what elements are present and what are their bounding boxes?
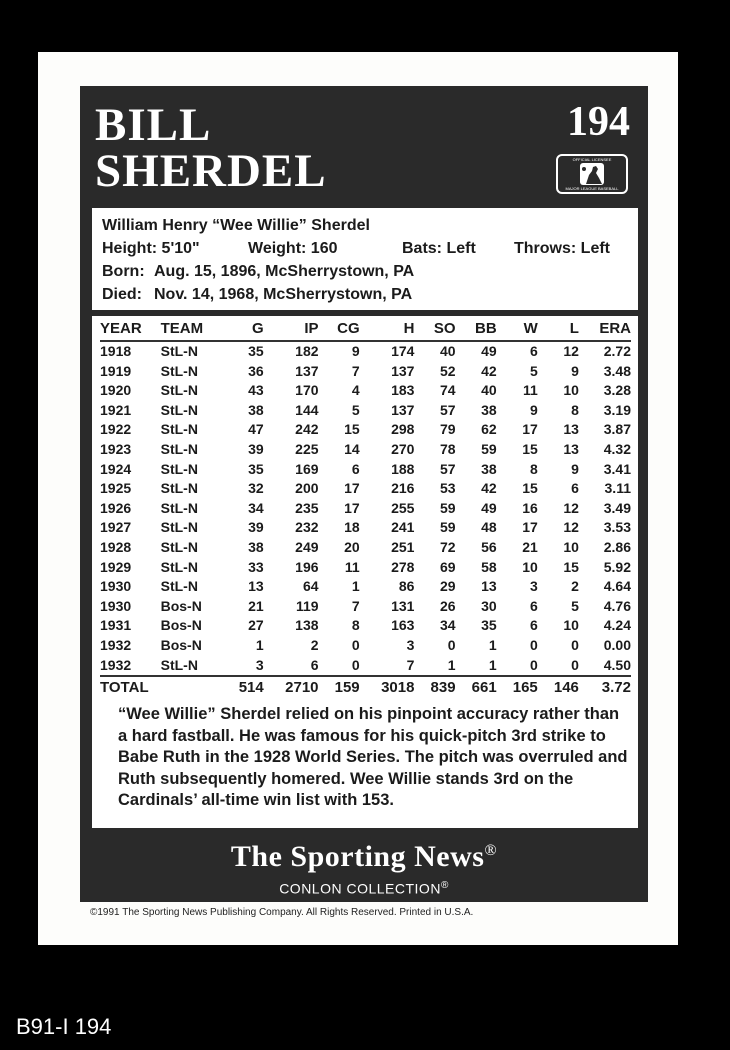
stats-cell-cg: 7 bbox=[351, 597, 360, 614]
stats-cell-cg: 18 bbox=[344, 519, 360, 536]
stats-header-bb: BB bbox=[456, 318, 497, 341]
bio-born-label: Born: bbox=[102, 263, 145, 280]
player-last-name: SHERDEL bbox=[95, 145, 327, 197]
stats-row bbox=[100, 499, 631, 519]
stats-cell-era: 4.24 bbox=[603, 617, 631, 634]
stats-cell-w: 6 bbox=[529, 343, 538, 359]
stats-cell-g: 36 bbox=[248, 362, 264, 379]
stats-cell-year: 1930 bbox=[100, 578, 132, 595]
player-first-name: BILL bbox=[95, 99, 212, 151]
stats-cell-bb: 56 bbox=[481, 538, 497, 555]
stats-cell-h: 163 bbox=[391, 617, 415, 634]
stats-row bbox=[100, 616, 631, 636]
stats-cell-so: 34 bbox=[439, 617, 456, 634]
stats-cell-ip: 2 bbox=[310, 636, 319, 653]
bio-bats: Bats: Left bbox=[402, 240, 476, 257]
stats-cell-era: 3.87 bbox=[603, 421, 631, 438]
stats-cell-cg: 0 bbox=[351, 656, 360, 673]
copyright-line: ©1991 The Sporting News Publishing Company. All Rights Reserved. Printed in U.S.A. bbox=[90, 907, 474, 918]
stats-header-so: SO bbox=[414, 318, 455, 341]
stats-cell-w: 6 bbox=[529, 597, 538, 614]
stats-cell-w: 8 bbox=[529, 460, 538, 477]
stats-cell-era: 3.48 bbox=[603, 362, 631, 379]
bio-blurb: “Wee Willie” Sherdel relied on his pinpoint accuracy rather than a hard fastball. He was famous for his quick-pitch 3rd strike to Babe Ruth in the 1928 World Series. The pitch was overruled and Ruth subsequently homered. Wee Willie stands 3rd on the Cardinals’ all-time win list with 153. bbox=[92, 700, 638, 828]
bio-died-line bbox=[102, 283, 628, 306]
stats-cell-l: 0 bbox=[571, 656, 579, 673]
stats-cell-cg: 8 bbox=[351, 617, 360, 634]
stats-cell-ip: 6 bbox=[310, 656, 319, 673]
stats-cell-year: 1920 bbox=[100, 382, 132, 399]
stats-cell-team: StL-N bbox=[160, 558, 198, 575]
stats-cell-h: 278 bbox=[391, 558, 415, 575]
stats-cell-bb: 49 bbox=[481, 343, 497, 359]
stats-cell-w: 5 bbox=[529, 362, 538, 379]
stats-cell-year: 1921 bbox=[100, 401, 132, 418]
stats-cell-l: 6 bbox=[571, 480, 579, 497]
bio-died-label: Died: bbox=[102, 286, 142, 303]
stats-cell-g: 38 bbox=[248, 538, 264, 555]
stats-cell-so: 1 bbox=[447, 656, 456, 673]
stats-row bbox=[100, 401, 631, 421]
stats-cell-l: 9 bbox=[571, 362, 579, 379]
stats-cell-g: 32 bbox=[248, 480, 264, 497]
stats-row bbox=[100, 341, 631, 362]
stats-cell-era: 3.28 bbox=[603, 382, 631, 399]
stats-cell-cg: 11 bbox=[344, 558, 360, 575]
stats-cell-ip: 64 bbox=[302, 578, 319, 595]
stats-cell-year: 1919 bbox=[100, 362, 132, 379]
stats-cell-so: 69 bbox=[439, 558, 456, 575]
stats-total-era: 3.72 bbox=[579, 676, 631, 699]
stats-cell-team: StL-N bbox=[160, 578, 198, 595]
stats-header-row bbox=[100, 318, 631, 341]
stats-cell-g: 47 bbox=[248, 421, 264, 438]
stats-cell-bb: 35 bbox=[481, 617, 497, 634]
stats-cell-ip: 225 bbox=[295, 440, 319, 457]
stats-header-ip: IP bbox=[264, 318, 319, 341]
stats-cell-ip: 169 bbox=[295, 460, 319, 477]
stats-cell-h: 188 bbox=[391, 460, 415, 477]
stats-cell-ip: 200 bbox=[295, 480, 319, 497]
stats-header-h: H bbox=[360, 318, 415, 341]
stats-row bbox=[100, 577, 631, 597]
stats-cell-l: 5 bbox=[571, 597, 579, 614]
stats-cell-g: 1 bbox=[255, 636, 264, 653]
stats-cell-year: 1932 bbox=[100, 656, 132, 673]
stats-cell-so: 78 bbox=[439, 440, 456, 457]
stats-total-year: TOTAL bbox=[100, 676, 149, 699]
stats-cell-cg: 17 bbox=[344, 499, 360, 516]
stats-cell-era: 2.72 bbox=[603, 343, 631, 359]
stats-row bbox=[100, 362, 631, 382]
stats-cell-l: 0 bbox=[571, 636, 579, 653]
card-number: 194 bbox=[567, 99, 630, 145]
stats-cell-g: 35 bbox=[248, 460, 264, 477]
stats-header-l: L bbox=[538, 318, 579, 341]
stats-cell-w: 15 bbox=[522, 480, 538, 497]
stats-cell-year: 1926 bbox=[100, 499, 132, 516]
stats-cell-bb: 13 bbox=[481, 578, 497, 595]
stats-cell-team: StL-N bbox=[160, 460, 198, 477]
stats-row bbox=[100, 636, 631, 656]
stats-cell-ip: 232 bbox=[295, 519, 319, 536]
stats-cell-h: 86 bbox=[398, 578, 415, 595]
stats-cell-cg: 4 bbox=[351, 382, 360, 399]
stats-cell-l: 15 bbox=[563, 558, 579, 575]
stats-total-bb: 661 bbox=[456, 676, 497, 699]
collection-registered-mark: ® bbox=[440, 880, 449, 891]
stats-cell-team: StL-N bbox=[160, 519, 198, 536]
stats-cell-cg: 0 bbox=[351, 636, 360, 653]
stats-header-year: YEAR bbox=[100, 318, 149, 341]
stats-cell-w: 17 bbox=[522, 519, 538, 536]
stats-cell-g: 39 bbox=[248, 440, 264, 457]
stats-cell-era: 3.49 bbox=[603, 499, 631, 516]
stats-cell-bb: 1 bbox=[488, 636, 497, 653]
player-name bbox=[95, 99, 327, 197]
stats-header-team: TEAM bbox=[149, 318, 223, 341]
stats-cell-bb: 40 bbox=[481, 382, 497, 399]
stats-cell-so: 53 bbox=[439, 480, 456, 497]
stats-cell-h: 251 bbox=[391, 538, 415, 555]
stats-cell-so: 0 bbox=[447, 636, 456, 653]
stats-cell-bb: 59 bbox=[481, 440, 497, 457]
stats-row bbox=[100, 460, 631, 480]
stats-cell-g: 38 bbox=[248, 401, 264, 418]
bio-height: Height: 5'10" bbox=[102, 240, 200, 257]
logo-text-top: OFFICIAL LICENSEE bbox=[572, 157, 612, 162]
stats-row bbox=[100, 656, 631, 677]
stats-cell-h: 216 bbox=[391, 480, 415, 497]
stats-body bbox=[100, 341, 631, 699]
stats-cell-h: 241 bbox=[391, 519, 415, 536]
bio-weight: Weight: 160 bbox=[248, 240, 338, 257]
stats-row bbox=[100, 518, 631, 538]
stats-cell-bb: 48 bbox=[481, 519, 497, 536]
stats-cell-team: Bos-N bbox=[160, 617, 202, 634]
stats-cell-cg: 15 bbox=[344, 421, 360, 438]
stats-cell-team: Bos-N bbox=[160, 636, 202, 653]
stats-cell-h: 174 bbox=[391, 343, 415, 359]
stats-cell-era: 3.41 bbox=[603, 460, 631, 477]
stats-cell-year: 1918 bbox=[100, 343, 132, 359]
stats-cell-w: 9 bbox=[529, 401, 538, 418]
stats-total-team bbox=[149, 676, 223, 699]
stats-cell-l: 10 bbox=[563, 382, 579, 399]
stats-total-row bbox=[100, 676, 631, 699]
stats-cell-h: 7 bbox=[406, 656, 415, 673]
stats-cell-l: 8 bbox=[571, 401, 579, 418]
stats-cell-so: 57 bbox=[439, 401, 456, 418]
stats-cell-bb: 38 bbox=[481, 401, 497, 418]
stats-cell-year: 1931 bbox=[100, 617, 132, 634]
stats-cell-bb: 42 bbox=[481, 480, 497, 497]
stats-cell-w: 21 bbox=[522, 538, 538, 555]
stats-box bbox=[92, 316, 638, 700]
stats-row bbox=[100, 420, 631, 440]
stats-total-h: 3018 bbox=[360, 676, 415, 699]
stats-cell-w: 15 bbox=[522, 440, 538, 457]
stats-cell-year: 1929 bbox=[100, 558, 132, 575]
stats-cell-ip: 144 bbox=[295, 401, 319, 418]
mlb-logo-icon bbox=[556, 154, 628, 194]
stats-cell-team: StL-N bbox=[160, 538, 198, 555]
stats-cell-year: 1930 bbox=[100, 597, 132, 614]
stats-cell-era: 4.76 bbox=[603, 597, 631, 614]
stats-cell-so: 40 bbox=[439, 343, 456, 359]
stats-header-g: G bbox=[223, 318, 264, 341]
stats-cell-cg: 20 bbox=[344, 538, 360, 555]
stats-cell-so: 59 bbox=[439, 499, 456, 516]
stats-cell-year: 1932 bbox=[100, 636, 132, 653]
scan-label: B91-I 194 bbox=[16, 1014, 112, 1039]
stats-cell-l: 12 bbox=[563, 519, 579, 536]
stats-cell-h: 270 bbox=[391, 440, 415, 457]
stats-row bbox=[100, 479, 631, 499]
stats-cell-h: 183 bbox=[391, 382, 415, 399]
stats-cell-year: 1928 bbox=[100, 538, 132, 555]
stats-cell-team: StL-N bbox=[160, 343, 198, 359]
stats-cell-era: 3.53 bbox=[603, 519, 631, 536]
stats-cell-g: 13 bbox=[248, 578, 264, 595]
stats-cell-so: 57 bbox=[439, 460, 456, 477]
stats-cell-era: 2.86 bbox=[603, 538, 631, 555]
stats-total-so: 839 bbox=[414, 676, 455, 699]
stats-cell-team: StL-N bbox=[160, 421, 198, 438]
stats-row bbox=[100, 597, 631, 617]
bio-throws: Throws: Left bbox=[514, 240, 610, 257]
stats-cell-team: StL-N bbox=[160, 382, 198, 399]
stats-cell-w: 0 bbox=[529, 636, 538, 653]
stats-cell-ip: 196 bbox=[295, 558, 319, 575]
stats-cell-so: 79 bbox=[439, 421, 456, 438]
stats-cell-l: 9 bbox=[571, 460, 579, 477]
bio-born: Aug. 15, 1896, McSherrystown, PA bbox=[154, 263, 415, 280]
stats-cell-era: 4.50 bbox=[603, 656, 631, 673]
stats-total-w: 165 bbox=[497, 676, 538, 699]
stats-cell-w: 3 bbox=[529, 578, 538, 595]
stats-cell-w: 17 bbox=[522, 421, 538, 438]
stats-cell-cg: 6 bbox=[351, 460, 360, 477]
stats-row bbox=[100, 558, 631, 578]
stats-header-cg: CG bbox=[319, 318, 360, 341]
stats-cell-so: 74 bbox=[439, 382, 456, 399]
stats-cell-so: 52 bbox=[439, 362, 456, 379]
stats-cell-ip: 249 bbox=[295, 538, 319, 555]
stats-cell-bb: 49 bbox=[481, 499, 497, 516]
stats-cell-l: 10 bbox=[563, 538, 579, 555]
stats-cell-l: 12 bbox=[563, 499, 579, 516]
bio-full-name: William Henry “Wee Willie” Sherdel bbox=[102, 217, 370, 234]
stats-cell-era: 0.00 bbox=[603, 636, 631, 653]
bio-born-line bbox=[102, 260, 628, 283]
stats-cell-h: 131 bbox=[391, 597, 415, 614]
stats-cell-cg: 17 bbox=[344, 480, 360, 497]
conlon-collection bbox=[80, 880, 648, 897]
stats-cell-h: 255 bbox=[391, 499, 415, 516]
stats-row bbox=[100, 538, 631, 558]
bio-measurements bbox=[102, 237, 628, 260]
stats-cell-year: 1927 bbox=[100, 519, 132, 536]
stats-cell-ip: 242 bbox=[295, 421, 319, 438]
stats-cell-bb: 58 bbox=[481, 558, 497, 575]
stats-cell-bb: 38 bbox=[481, 460, 497, 477]
stats-header-w: W bbox=[497, 318, 538, 341]
stats-cell-g: 27 bbox=[248, 617, 264, 634]
stats-cell-cg: 1 bbox=[351, 578, 360, 595]
stats-cell-ip: 170 bbox=[295, 382, 319, 399]
stats-cell-bb: 1 bbox=[488, 656, 497, 673]
sporting-news-brand bbox=[80, 840, 648, 874]
stats-cell-cg: 9 bbox=[351, 343, 360, 359]
stats-cell-so: 59 bbox=[439, 519, 456, 536]
stats-cell-l: 2 bbox=[571, 578, 579, 595]
stats-cell-team: Bos-N bbox=[160, 597, 202, 614]
stats-cell-year: 1922 bbox=[100, 421, 132, 438]
stats-cell-year: 1925 bbox=[100, 480, 132, 497]
stats-cell-era: 5.92 bbox=[603, 558, 631, 575]
stats-cell-ip: 119 bbox=[295, 597, 319, 614]
stats-cell-g: 39 bbox=[248, 519, 264, 536]
stats-cell-w: 0 bbox=[529, 656, 538, 673]
stats-total-ip: 2710 bbox=[264, 676, 319, 699]
stats-cell-h: 137 bbox=[391, 362, 415, 379]
stats-cell-ip: 137 bbox=[295, 362, 319, 379]
stats-cell-so: 26 bbox=[439, 597, 456, 614]
stats-cell-g: 3 bbox=[255, 656, 264, 673]
stats-cell-w: 16 bbox=[522, 499, 538, 516]
stats-cell-l: 13 bbox=[563, 440, 579, 457]
stats-cell-team: StL-N bbox=[160, 499, 198, 516]
stats-cell-cg: 5 bbox=[351, 401, 360, 418]
stats-total-g: 514 bbox=[223, 676, 264, 699]
stats-cell-w: 10 bbox=[522, 558, 538, 575]
stats-cell-l: 10 bbox=[563, 617, 579, 634]
stats-cell-team: StL-N bbox=[160, 480, 198, 497]
stats-total-l: 146 bbox=[538, 676, 579, 699]
stats-total-cg: 159 bbox=[319, 676, 360, 699]
logo-text-bottom: MAJOR LEAGUE BASEBALL bbox=[565, 186, 619, 191]
stats-cell-bb: 62 bbox=[481, 421, 497, 438]
stats-cell-ip: 235 bbox=[295, 499, 319, 516]
brand-registered-mark: ® bbox=[484, 842, 498, 859]
stats-cell-g: 35 bbox=[248, 343, 264, 359]
bio-box bbox=[92, 208, 638, 310]
stats-cell-w: 6 bbox=[529, 617, 538, 634]
stats-row bbox=[100, 381, 631, 401]
stats-cell-team: StL-N bbox=[160, 656, 198, 673]
stats-cell-era: 4.32 bbox=[603, 440, 631, 457]
stats-cell-h: 3 bbox=[406, 636, 415, 653]
stats-cell-ip: 182 bbox=[295, 343, 319, 359]
bio-died: Nov. 14, 1968, McSherrystown, PA bbox=[154, 286, 413, 303]
stats-cell-so: 72 bbox=[439, 538, 456, 555]
stats-cell-g: 43 bbox=[248, 382, 264, 399]
stats-cell-era: 4.64 bbox=[603, 578, 631, 595]
stats-cell-cg: 7 bbox=[351, 362, 360, 379]
stats-header-era: ERA bbox=[579, 318, 631, 341]
stats-row bbox=[100, 440, 631, 460]
stats-cell-team: StL-N bbox=[160, 362, 198, 379]
stats-cell-team: StL-N bbox=[160, 440, 198, 457]
stats-cell-ip: 138 bbox=[295, 617, 319, 634]
collection-name: CONLON COLLECTION bbox=[279, 880, 441, 897]
stats-cell-era: 3.11 bbox=[604, 480, 631, 497]
stats-cell-bb: 42 bbox=[481, 362, 497, 379]
stats-cell-year: 1923 bbox=[100, 440, 132, 457]
stats-cell-year: 1924 bbox=[100, 460, 132, 477]
stats-cell-g: 21 bbox=[248, 597, 264, 614]
stats-cell-h: 298 bbox=[391, 421, 415, 438]
brand-name: The Sporting News bbox=[230, 840, 485, 873]
stats-cell-l: 12 bbox=[563, 343, 579, 359]
stats-cell-bb: 30 bbox=[481, 597, 497, 614]
stats-cell-l: 13 bbox=[563, 421, 579, 438]
stats-cell-so: 29 bbox=[439, 578, 456, 595]
stats-cell-g: 34 bbox=[248, 499, 264, 516]
stats-table bbox=[100, 318, 631, 699]
stats-cell-h: 137 bbox=[391, 401, 415, 418]
stats-cell-g: 33 bbox=[248, 558, 264, 575]
stats-cell-w: 11 bbox=[522, 382, 538, 399]
stats-cell-era: 3.19 bbox=[603, 401, 631, 418]
stats-cell-team: StL-N bbox=[160, 401, 198, 418]
stats-cell-cg: 14 bbox=[344, 440, 360, 457]
